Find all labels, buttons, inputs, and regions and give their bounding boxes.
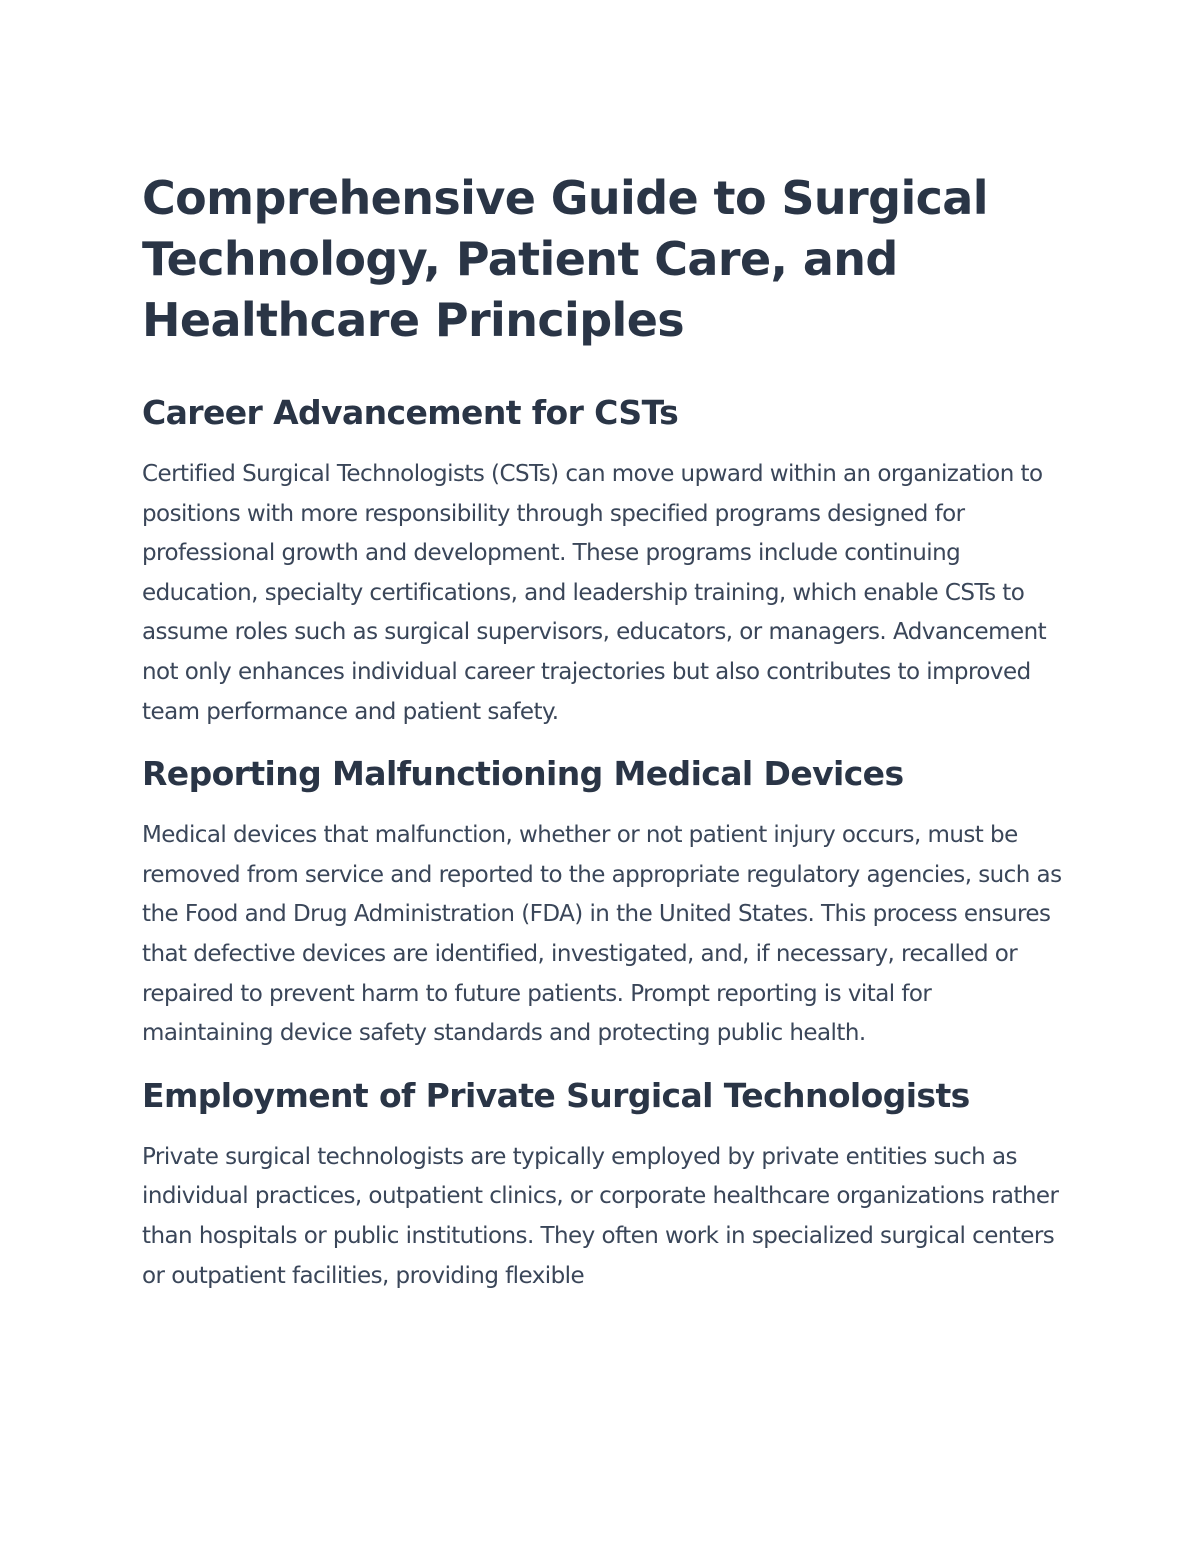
document-page (142, 168, 1062, 1296)
section-body-private-technologists: Private surgical technologists are typically employed by private entities such as individual practices, outpatient clinics, or corporate healthcare organizations rather than hospitals or public institutions. They often work in specialized surgical centers or outpatient facilities, providing flexible (142, 1143, 1059, 1289)
section-heading-private-technologists: Employment of Private Surgical Technologists (142, 1075, 970, 1115)
section-body-reporting-devices: Medical devices that malfunction, whether or not patient injury occurs, must be removed from service and reported to the appropriate regulatory agencies, such as the Food and Drug Administration (FDA) in the United States. This process ensures that defective devices are identified, investigated, and, if necessary, recalled or repaired to prevent harm to future patients. Prompt reporting is vital for maintaining device safety standards and protecting public health. (142, 822, 1062, 1047)
section-body-career-advancement: Certified Surgical Technologists (CSTs) can move upward within an organization to positions with more responsibility through specified programs designed for professional growth and development. These programs include continuing education, specialty certifications, and leadership training, which enable CSTs to assume roles such as surgical supervisors, educators, or managers. Advancement not only enhances individual career trajectories but also contributes to improved team performance and patient safety. (142, 461, 1047, 725)
section-heading-career-advancement: Career Advancement for CSTs (142, 393, 679, 432)
document-title: Comprehensive Guide to Surgical Technology, Patient Care, and Healthcare Principles (142, 171, 988, 347)
section-heading-reporting-devices: Reporting Malfunctioning Medical Devices (142, 754, 904, 794)
